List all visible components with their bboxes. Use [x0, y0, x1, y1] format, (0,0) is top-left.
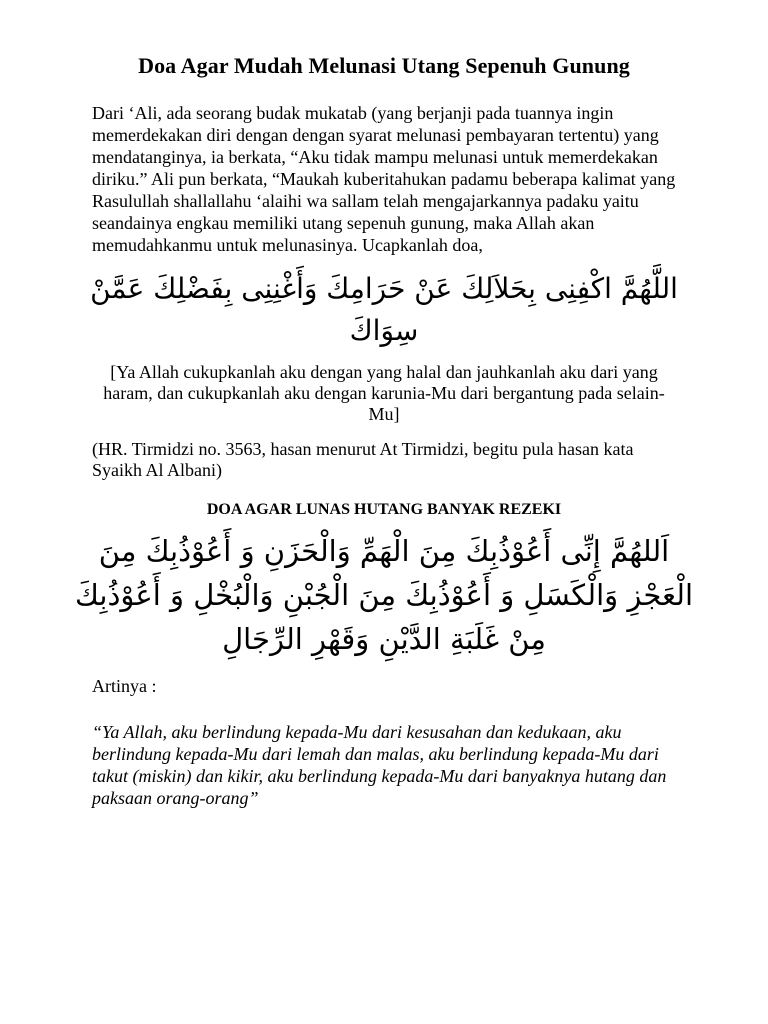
intro-paragraph: Dari ‘Ali, ada seorang budak mukatab (yang berjanji pada tuannya ingin memerdekakan diri dengan dengan syarat melunasi pembayaran tertentu) yang mendatanginya, ia berkata, “Aku tidak mampu melunasi untuk memerdekakan diriku.” Ali pun berkata, “Maukah kuberitahukan padamu beberapa kalimat yang Rasulullah shallallahu ‘alaihi wa sallam telah mengajarkannya padaku yaitu seandainya engkau memiliki utang sepenuh gunung, maka Allah akan memudahkanmu untuk melunasinya. Ucapkanlah doa, [92, 103, 676, 255]
artinya-label: Artinya : [92, 676, 157, 696]
document-title: Doa Agar Mudah Melunasi Utang Sepenuh Gunung [138, 53, 630, 78]
translation-2: “Ya Allah, aku berlindung kepada-Mu dari kesusahan dan kedukaan, aku berlindung kepada-Mu dari lemah dan malas, aku berlindung kepada-Mu dari takut (miskin) dan kikir, aku berlindung kepada-Mu dari banyaknya hutang dan paksaan orang-orang” [92, 722, 667, 808]
section-heading: DOA AGAR LUNAS HUTANG BANYAK REZEKI [206, 501, 562, 518]
translation-1: [Ya Allah cukupkanlah aku dengan yang halal dan jauhkanlah aku dari yang haram, dan cukupkanlah aku dengan karunia-Mu dari bergantung pada selain-Mu] [103, 362, 665, 424]
arabic-prayer-1: اللَّهُمَّ اكْفِنِى بِحَلاَلِكَ عَنْ حَرَامِكَ وَأَغْنِنِى بِفَضْلِكَ عَمَّنْ سِوَاكَ [90, 272, 678, 347]
hadith-source: (HR. Tirmidzi no. 3563, hasan menurut At Tirmidzi, begitu pula hasan kata Syaikh Al Albani) [92, 439, 634, 480]
arabic-prayer-2: اَللهُمَّ إِنِّى أَعُوْذُبِكَ مِنَ الْهَمِّ وَالْحَزَنِ وَ أَعُوْذُبِكَ مِنَ الْعَجْزِ وَالْكَسَلِ وَ أَعُوْذُبِكَ مِنَ الْجُبْنِ وَالْبُخْلِ وَ أَعُوْذُبِكَ مِنْ غَلَبَةِ الدَّيْنِ وَقَهْرِ الرِّجَالِ [74, 534, 694, 656]
